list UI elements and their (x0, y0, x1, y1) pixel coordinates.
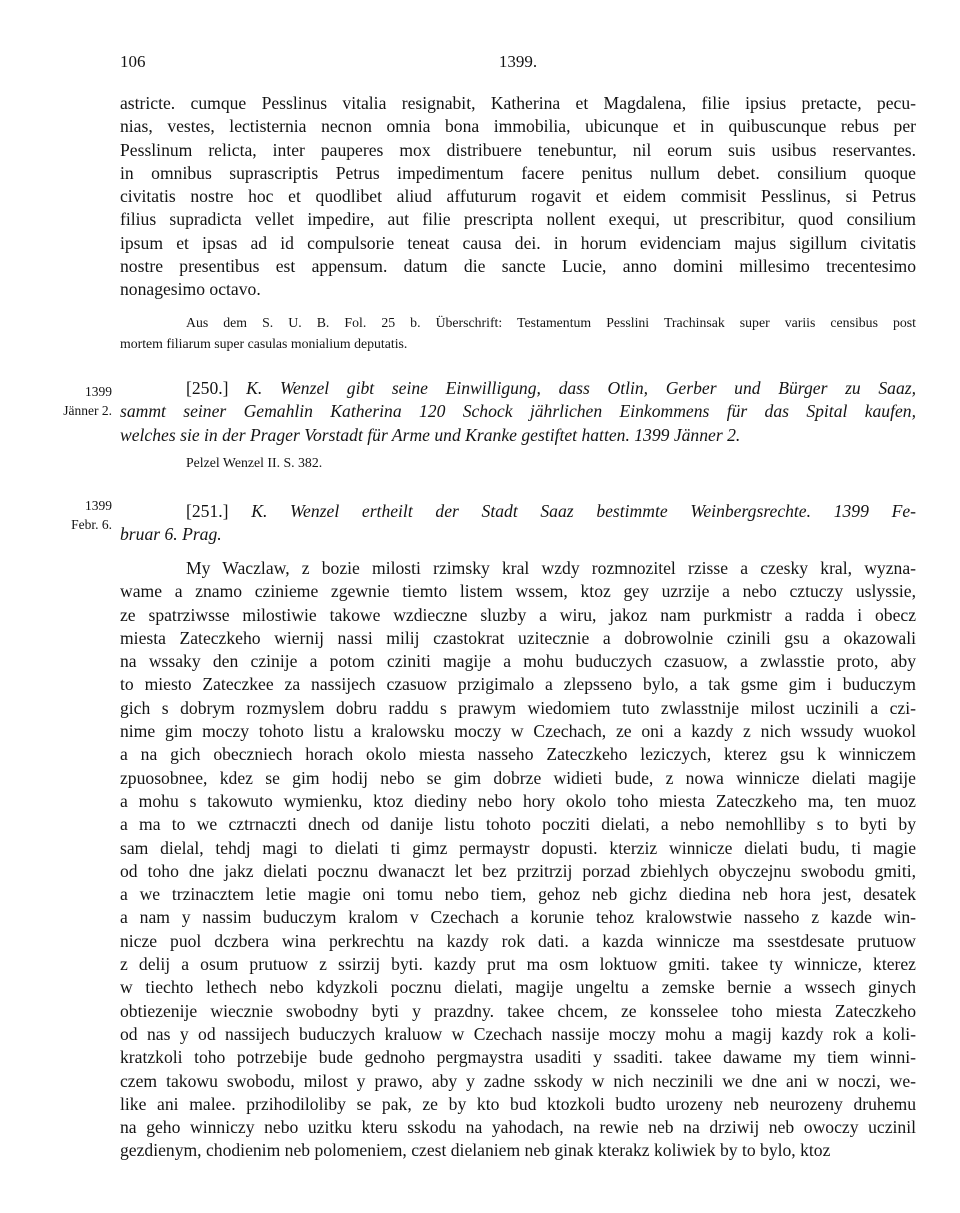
source-note (120, 313, 916, 354)
document-text-line: na geho winniczy nebo uzitku kteru sskodu na yahodach, na rewie neb na drziwij neb owoczy uczinil (120, 1117, 916, 1138)
paragraph-line: nias, vestes, lectisternia necnon omnia bona immobilia, ubicunque et in quibuscunque rebus per (120, 116, 916, 137)
document-text-line: gezdienym, chodienim neb polomeniem, czest dielaniem neb ginak kterakz koliwiek by to bylo, ktoz (120, 1140, 831, 1161)
document-text-line: a na gich obeczniech horach okolo miesta nasseho Zateczkeho leziczych, kterez gsu k winniczem (120, 744, 916, 765)
paragraph-line: ipsum et ipsas ad id compulsorie teneat causa dei. in horum evidenciam majus sigillum civitatis (120, 232, 916, 253)
regest-text: K. Wenzel ertheilt der Stadt Saaz bestimmte Weinbergsrechte. 1399 Fe- (251, 501, 916, 521)
regest-line (120, 377, 916, 400)
document-text-line: ze spatrziwsse milostiwie takowe wzdieczne sluzby a wiru, jakoz nam purkmistr a radda i obecz (120, 604, 916, 625)
entry-250-source: Pelzel Wenzel II. S. 382. (186, 455, 323, 470)
running-year: 1399. (498, 52, 538, 71)
document-text-line: a ma to we cztrnaczti dnech od danije listu tohoto pocziti dielati, a nebo nemohlliby s to byti by (120, 814, 916, 835)
margin-day: Jänner 2. (63, 403, 112, 418)
document-text-line: czem takowu swobodu, milost y prawo, aby y zadne sskody w nich neczinili we dne ani w noczi, we- (120, 1070, 916, 1091)
document-text-line: w tiechto lethech nebo kdyzkoli pocznu dielati, magije ungeltu a zemske bernie a wssech ginych (120, 977, 916, 998)
document-text-line: na wssaky den czinije a potom cziniti magije a mohu buduczych czasuow, a zwlasstie proto, aby (120, 651, 916, 672)
regest-line: sammt seiner Gemahlin Katherina 120 Schock jährlichen Einkommens für das Spital kaufen, (120, 401, 916, 422)
document-text-line: a nam y nassim buduczym kralom v Czechach a korunie tehoz kralowstwie nasseho z kazde win- (120, 907, 916, 928)
page-number: 106 (120, 52, 146, 71)
margin-year: 1399 (85, 384, 112, 399)
document-text-line: od toho dne jakz dielati pocznu dwanaczt let bez przitrzij porzad zbiehlych obyczejnu swobodu gmiti, (120, 860, 916, 881)
regest-line: welches sie in der Prager Vorstadt für Arme und Kranke gestiftet hatten. 1399 Jänner 2. (120, 424, 741, 445)
document-text-line: zpuosobnee, kdez se gim hodij nebo se gim dobrze widieti bude, z nowa winnicze dielati magije (120, 767, 916, 788)
document-text-line: obtiezenije wiecznie swobodny byti y prazdny. takee chcem, ze konsselee toho miesta Zateczkeho (120, 1000, 916, 1021)
document-text-line: miesta Zateczkeho wiernij nassi milij czastokrat uzitecznie a dobrowolnie czinili gsu a okazowali (120, 627, 916, 648)
paragraph-line: in omnibus suprascriptis Petrus impedimentum facere penitus nullum debet. consilium quoque (120, 162, 916, 183)
source-note-line: Aus dem S. U. B. Fol. 25 b. Überschrift: Testamentum Pesslini Trachinsak super variis censibus post (186, 315, 916, 330)
margin-year: 1399 (85, 498, 112, 513)
entry-number: [250.] (186, 378, 229, 398)
document-text-line: sam dielal, tehdj magi to dielati ti gimz permaystr dopusti. kterziz winnicze dielati budu, ti magie (120, 837, 916, 858)
document-text-line: like ani malee. przihodiloliby se pak, ze by kto bud ktozkoli budto urozeny neb neurozeny druhemu (120, 1093, 916, 1114)
paragraph-line: nonagesimo octavo. (120, 279, 261, 300)
document-text-line: My Waczlaw, z bozie milosti rzimsky kral wzdy rozmnozitel rzisse a czesky kral, wyzna- (186, 558, 916, 578)
margin-date-251 (0, 496, 112, 534)
entry-number: [251.] (186, 501, 229, 521)
top-paragraph (120, 92, 916, 302)
page-header (120, 52, 916, 78)
paragraph-line: filius supradicta vellet impedire, aut filie prescripta nollent exequi, ut prescribitur, quod consilium (120, 209, 916, 230)
regest-line: bruar 6. Prag. (120, 524, 222, 545)
margin-day: Febr. 6. (71, 517, 112, 532)
document-text-line: nicze puol dczbera wina perkrechtu na kazdy rok dati. a kazda winnicze ma ssestdesate prutuow (120, 930, 916, 951)
document-text-line: od nas y od nassijech buduczych kraluow w Czechach nassije moczy mohu a magij kazdy rok a koli- (120, 1023, 916, 1044)
source-note-line: mortem filiarum super casulas monialium deputatis. (120, 335, 408, 351)
document-text-line: z delij a osum prutuow z ssirzij byti. kazdy prut ma osm loktuow gmiti. takee ty winnicze, kterez (120, 954, 916, 975)
entry-251-text (120, 557, 916, 1163)
document-text-line: a we trzinacztem letie magie oni tomu nebo tiem, gehoz neb gichz diedina neb hora jest, desatek (120, 884, 916, 905)
document-text-line: gich s dobrym rozmyslem dobru raddu s prawym wiedomiem tuto zwlasstnije milost uczinili a czi- (120, 697, 916, 718)
regest-text: K. Wenzel gibt seine Einwilligung, dass Otlin, Gerber und Bürger zu Saaz, (246, 378, 916, 398)
entry-251-regest (120, 500, 916, 547)
document-text-line: nime gim moczy tohoto listu a kralowsku moczy w Czechach, ze oni a kazdy z nich wssudy wuokol (120, 721, 916, 742)
regest-line (120, 500, 916, 523)
entry-250-regest (120, 377, 916, 447)
document-text-line: a mohu s takowuto wymienku, ktoz diediny nebo hory okolo toho miesta Zateczkeho ma, ten muoz (120, 790, 916, 811)
document-text-line: kratzkoli toho potrzebije bude gednoho pergmaystra usaditi y ssaditi. takee dawame my tiem winni- (120, 1047, 916, 1068)
document-text-line: to miesto Zateczkee za nassijech czasuow przigimalo a zlepsseno bylo, a tak gsme gim i buduczym (120, 674, 916, 695)
paragraph-line: Pesslinum relicta, inter pauperes mox distribuere tenebuntur, nil eorum suis usibus reservantes. (120, 139, 916, 160)
margin-date-250 (0, 382, 112, 420)
document-text-line: wame a znamo czinieme zgewnie tiemto listem wssem, ktoz gey uzrzije a nebo cztuczy uslyssie, (120, 581, 916, 602)
paragraph-line: nostre presentibus est appensum. datum die sancte Lucie, anno domini millesimo trecentesimo (120, 256, 916, 277)
paragraph-line: civitatis nostre hoc et quodlibet aliud affuturum rogavit et eidem commisit Pesslinus, si Petrus (120, 186, 916, 207)
paragraph-line: astricte. cumque Pesslinus vitalia resignabit, Katherina et Magdalena, filie ipsius pretacte, pecu- (120, 93, 916, 113)
